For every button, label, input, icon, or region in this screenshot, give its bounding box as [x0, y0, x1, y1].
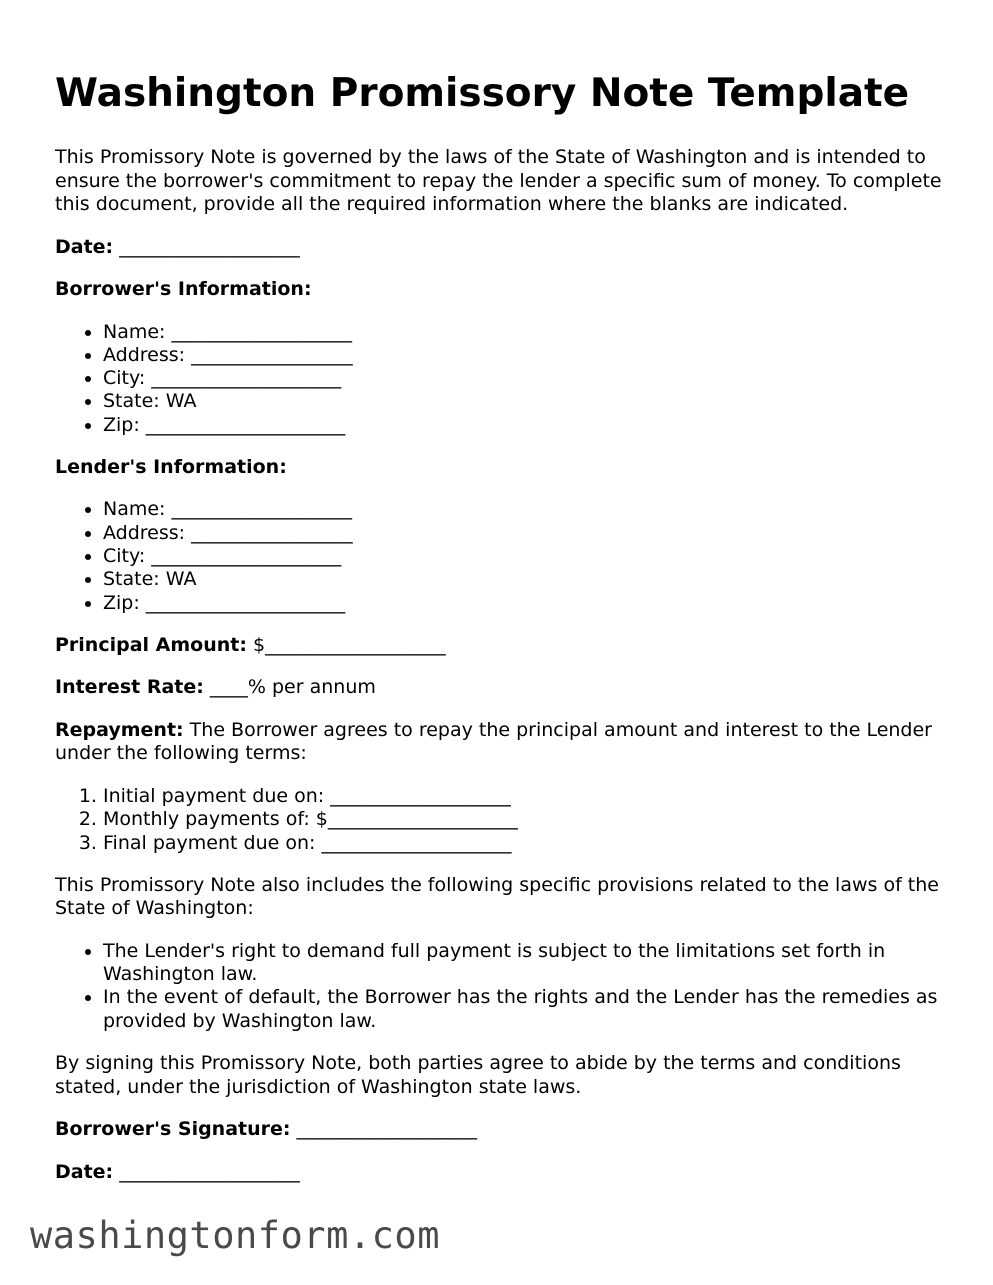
list-item: • Name: ___________________ — [103, 498, 945, 521]
list-item: 3. Final payment due on: ____________________ — [103, 832, 945, 855]
page-title: Washington Promissory Note Template — [55, 71, 910, 116]
date-blank: ___________________ — [113, 1160, 300, 1183]
list-item: • Address: _________________ — [103, 344, 945, 367]
document-page — [55, 70, 945, 1203]
signature-blank: ___________________ — [290, 1118, 478, 1141]
list-item: • Name: ___________________ — [103, 321, 945, 344]
date-field-bottom — [55, 1161, 945, 1185]
repayment-label: Repayment: — [55, 718, 184, 741]
repayment-paragraph — [55, 719, 945, 766]
date-label: Date: — [55, 1160, 114, 1183]
borrower-info-list — [55, 321, 945, 437]
intro-paragraph: This Promissory Note is governed by the laws of the State of Washington and is intended to ensure the borrower's commitment to repay the lender a specific sum of money. To complete this document, provide all the required information where the blanks are indicated. — [55, 146, 942, 215]
list-item: • The Lender's right to demand full payment is subject to the limitations set forth in Washington law. — [103, 940, 945, 987]
list-item: • City: ____________________ — [103, 367, 945, 390]
date-label: Date: — [55, 235, 114, 258]
repayment-text: The Borrower agrees to repay the principal amount and interest to the Lender under the following terms: — [55, 718, 932, 765]
signature-field — [55, 1118, 945, 1142]
lender-info-list — [55, 498, 945, 614]
list-item: • State: WA — [103, 390, 945, 413]
interest-rate-field — [55, 676, 945, 700]
watermark-text: washingtonform.com — [30, 1214, 440, 1257]
list-item: 2. Monthly payments of: $____________________ — [103, 808, 945, 831]
list-item: • City: ____________________ — [103, 545, 945, 568]
lender-heading: Lender's Information: — [55, 455, 287, 478]
provisions-intro: This Promissory Note also includes the following specific provisions related to the laws of the State of Washington: — [55, 873, 939, 920]
list-item: • In the event of default, the Borrower has the rights and the Lender has the remedies as provided by Washington law. — [103, 986, 945, 1033]
closing-paragraph: By signing this Promissory Note, both parties agree to abide by the terms and conditions stated, under the jurisdiction of Washington state laws. — [55, 1052, 901, 1098]
signature-label: Borrower's Signature: — [55, 1118, 291, 1141]
repayment-terms-list — [55, 785, 945, 855]
date-field-top — [55, 236, 945, 260]
principal-amount-field — [55, 634, 945, 658]
date-blank: ___________________ — [113, 235, 300, 258]
list-item: • Address: _________________ — [103, 522, 945, 545]
provisions-list — [55, 940, 945, 1033]
interest-blank: ____% per annum — [203, 676, 376, 699]
list-item: 1. Initial payment due on: ___________________ — [103, 785, 945, 808]
principal-blank: $___________________ — [246, 633, 446, 656]
principal-label: Principal Amount: — [55, 633, 247, 656]
list-item: • State: WA — [103, 568, 945, 591]
list-item: • Zip: _____________________ — [103, 414, 945, 437]
interest-label: Interest Rate: — [55, 676, 204, 699]
list-item: • Zip: _____________________ — [103, 592, 945, 615]
borrower-heading: Borrower's Information: — [55, 278, 312, 300]
